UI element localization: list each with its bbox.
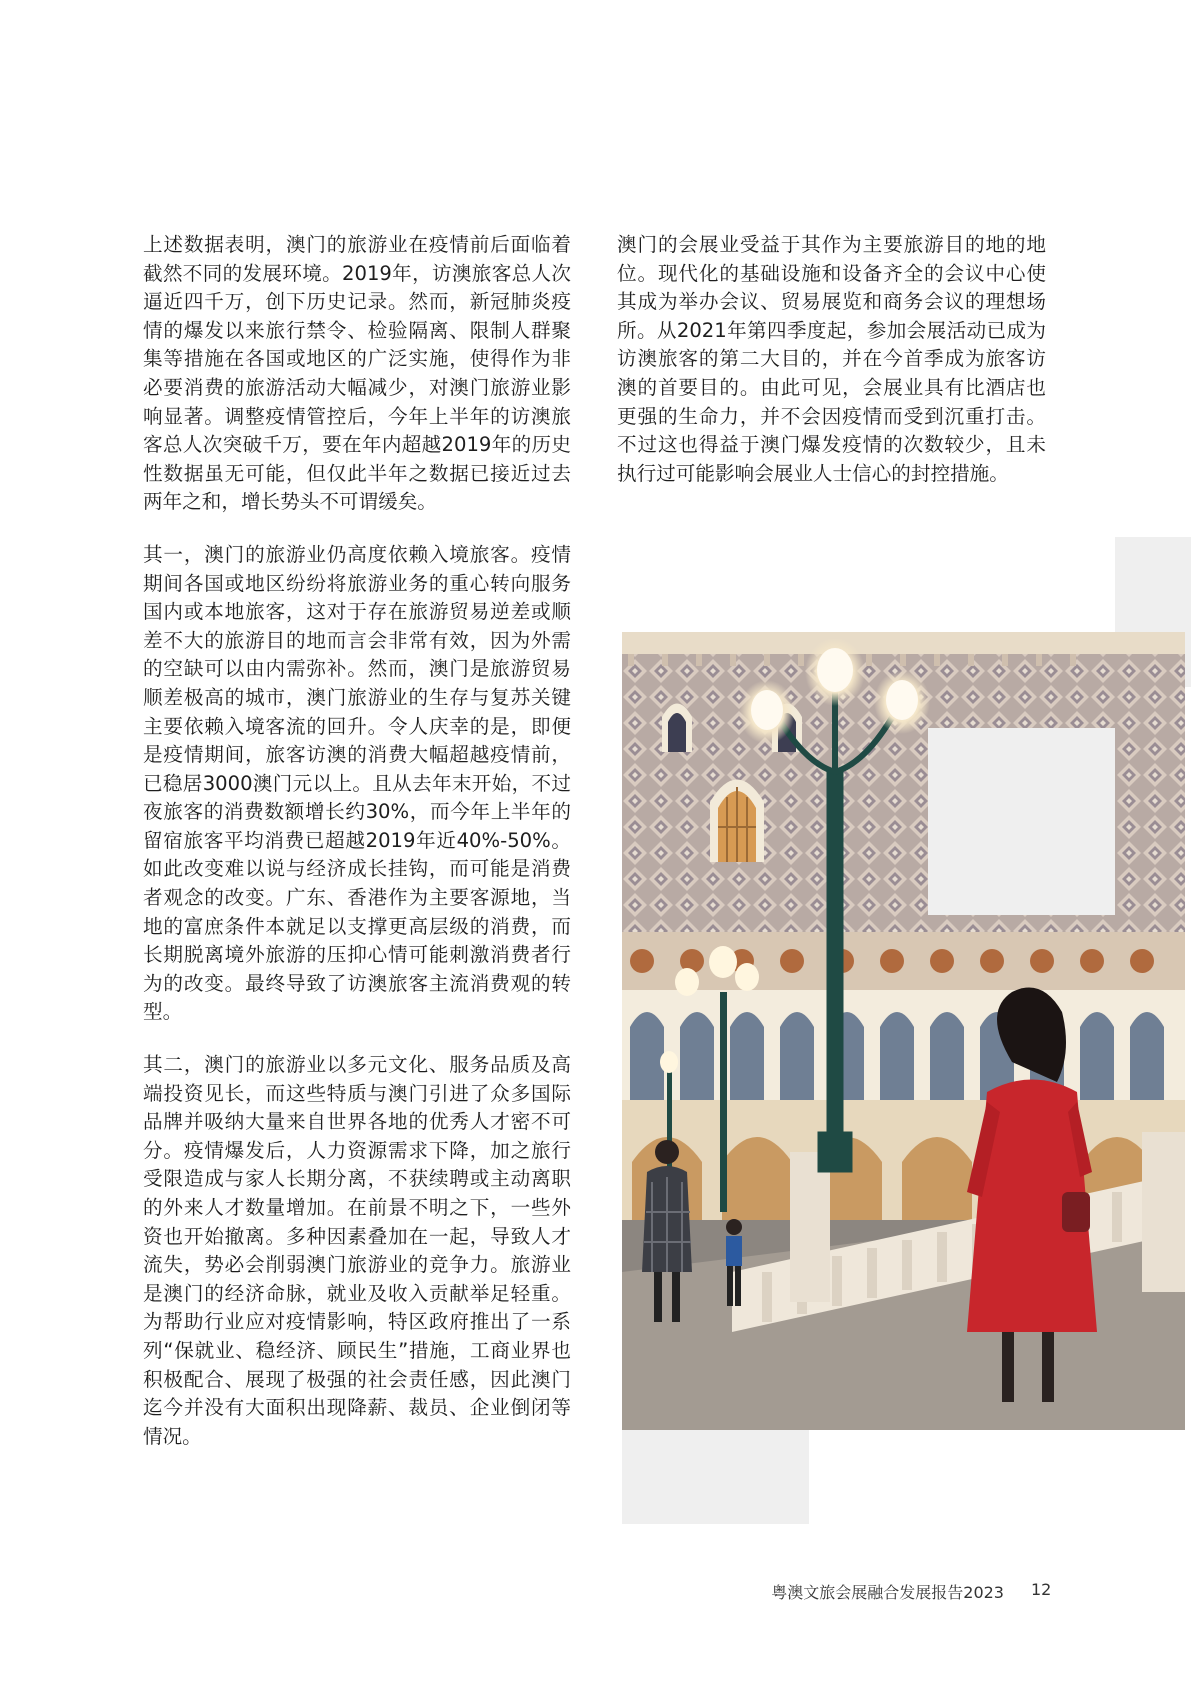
footer-report-title: 粤澳文旅会展融合发展报告2023 (771, 1583, 1004, 1602)
paragraph-mice-industry: 澳门的会展业受益于其作为主要旅游目的地的地位。现代化的基础设施和设备齐全的会议中心使其成为举办会议、贸易展览和商务会议的理想场所。从2021年第四季度起，参加会展活动已成为访澳旅客的第二大目的，并在今首季成为旅客访澳的首要目的。由此可见，会展业具有比酒店也更强的生命力，并不会因疫情而受到沉重打击。不过这也得益于澳门爆发疫情的次数较少，且未执行过可能影响会展业人士信心的封控措施。 (617, 233, 1046, 485)
grey-panel-overlay (928, 728, 1115, 915)
page-number: 12 (1031, 1580, 1052, 1599)
paragraph-talent-and-culture: 其二，澳门的旅游业以多元文化、服务品质及高端投资见长，而这些特质与澳门引进了众多国际品牌并吸纳大量来自世界各地的优秀人才密不可分。疫情爆发后，人力资源需求下降，加之旅行受限造成与家人长期分离，不获续聘或主动离职的外来人才数量增加。在前景不明之下，一些外资也开始撤离。多种因素叠加在一起，导致人才流失，势必会削弱澳门旅游业的竞争力。旅游业是澳门的经济命脉，就业及收入贡献举足轻重。为帮助行业应对疫情影响，特区政府推出了一系列“保就业、稳经济、顾民生”措施，工商业界也积极配合、展现了极强的社会责任感，因此澳门迄今并没有大面积出现降薪、裁员、企业倒闭等情况。 (143, 1053, 571, 1448)
paragraph-data-summary: 上述数据表明，澳门的旅游业在疫情前后面临着截然不同的发展环境。2019年，访澳旅客总人次逼近四千万，创下历史记录。然而，新冠肺炎疫情的爆发以来旅行禁令、检验隔离、限制人群聚集等措施在各国或地区的广泛实施，使得作为非必要消费的旅游活动大幅减少，对澳门旅游业影响显著。调整疫情管控后，今年上半年的访澳旅客总人次突破千万，要在年内超越2019年的历史性数据虽无可能，但仅此半年之数据已接近过去两年之和，增长势头不可谓缓矣。 (143, 233, 571, 514)
paragraph-inbound-dependence: 其一，澳门的旅游业仍高度依赖入境旅客。疫情期间各国或地区纷纷将旅游业务的重心转向服务国内或本地旅客，这对于存在旅游贸易逆差或顺差不大的旅游目的地而言会非常有效，因为外需的空缺可以由内需弥补。然而，澳门是旅游贸易顺差极高的城市，澳门旅游业的生存与复苏关键主要依赖入境客流的回升。令人庆幸的是，即便是疫情期间，旅客访澳的消费大幅超越疫情前，已稳居3000澳门元以上。且从去年末开始，不过夜旅客的消费数额增长约30%，而今年上半年的留宿旅客平均消费已超越2019年近40%-50%。如此改变难以说与经济成长挂钩，而可能是消费者观念的改变。广东、香港作为主要客源地，当地的富庶条件本就足以支撑更高层级的消费，而长期脱离境外旅游的压抑心情可能刺激消费者行为的改变。最终导致了访澳旅客主流消费观的转型。 (143, 542, 571, 1024)
left-text-column (143, 231, 571, 1475)
right-text-column (617, 231, 1046, 512)
